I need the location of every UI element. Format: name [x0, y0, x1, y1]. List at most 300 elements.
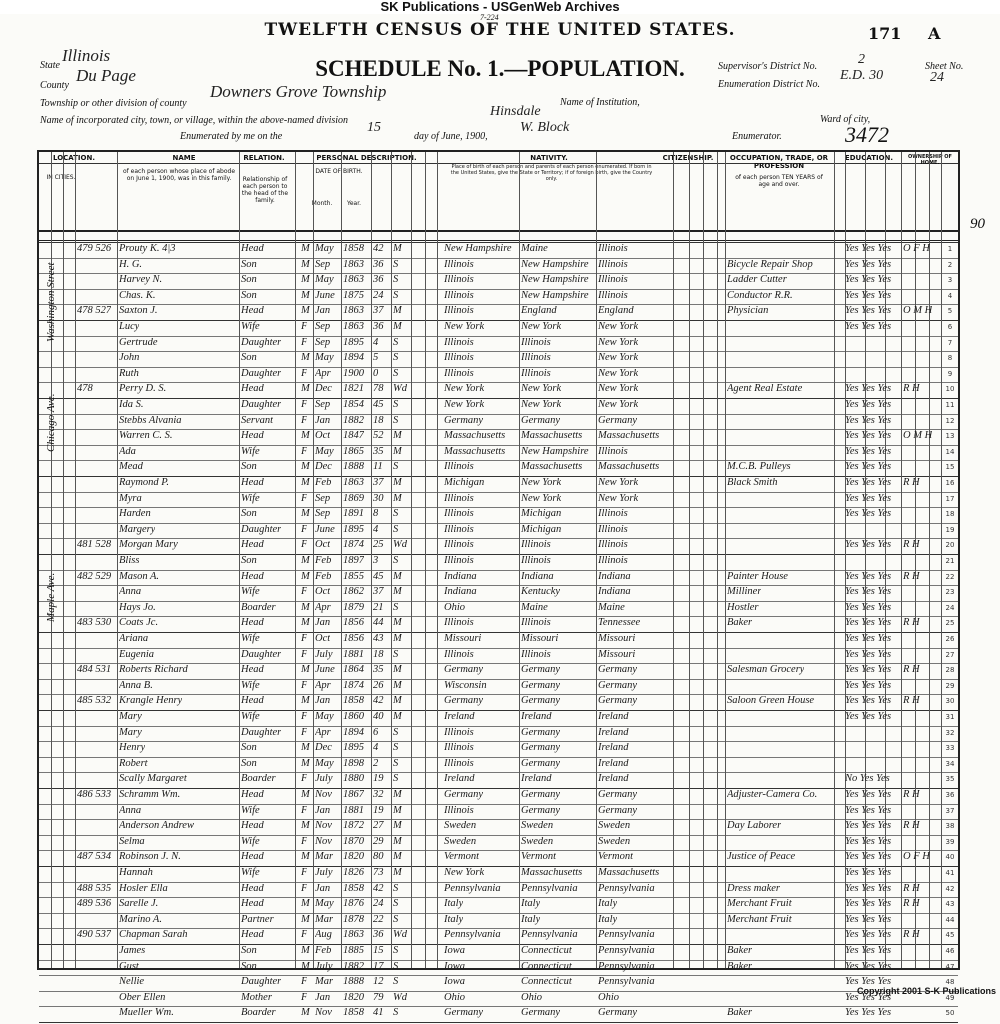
cell-ed: Yes Yes Yes	[845, 430, 892, 442]
cell-year: 1874	[343, 539, 364, 551]
col-location: LOCATION.	[52, 154, 96, 162]
cell-month: Mar	[315, 976, 334, 988]
cell-age: 37	[373, 305, 384, 317]
cell-birth: Illinois	[444, 617, 474, 629]
cell-birth: Germany	[444, 1007, 484, 1019]
cell-sex: F	[301, 804, 308, 816]
cell-age: 24	[373, 898, 384, 910]
cell-age: 78	[373, 383, 384, 395]
cell-mother: Illinois	[598, 508, 628, 520]
cell-mar: M	[393, 835, 402, 847]
cell-mother: Massachusetts	[598, 430, 660, 442]
cell-ed: Yes Yes Yes	[845, 383, 892, 395]
cell-ed: Yes Yes Yes	[845, 804, 892, 816]
cell-age: 45	[373, 399, 384, 410]
cell-age: 0	[373, 367, 379, 379]
cell-father: Sweden	[521, 835, 554, 847]
cell-sex: F	[301, 929, 308, 941]
line-number: 29	[945, 681, 955, 690]
cell-mar: S	[393, 1007, 399, 1019]
cell-birth: Illinois	[444, 757, 474, 769]
line-number: 27	[945, 650, 955, 659]
cell-year: 1885	[343, 945, 364, 956]
cell-sex: M	[301, 945, 310, 956]
cell-ed: Yes Yes Yes	[845, 929, 892, 941]
cell-year: 1863	[343, 305, 364, 317]
cell-name: Hannah	[119, 867, 153, 878]
cell-name: Anna B.	[119, 679, 153, 691]
col-education: EDUCATION.	[844, 154, 894, 162]
cell-mother: Illinois	[598, 445, 628, 457]
cell-ed: Yes Yes Yes	[845, 664, 892, 676]
cell-age: 30	[373, 492, 384, 504]
cell-rel: Head	[241, 430, 264, 442]
cell-year: 1870	[343, 835, 364, 847]
line-number: 1	[947, 245, 953, 253]
cell-sex: M	[301, 477, 310, 488]
cell-occ: Merchant Fruit	[727, 898, 792, 910]
cell-sex: F	[301, 445, 308, 457]
cell-ed: Yes Yes Yes	[845, 820, 892, 832]
cell-occ: Painter House	[727, 570, 788, 582]
cell-father: New Hampshire	[521, 289, 589, 301]
cell-year: 1895	[343, 742, 364, 754]
line-number: 14	[945, 447, 955, 456]
supervisor-number: 2	[858, 52, 865, 67]
cell-age: 32	[373, 789, 384, 800]
stamp-number: 3472	[845, 122, 889, 147]
cell-father: New York	[521, 321, 562, 332]
cell-year: 1856	[343, 633, 364, 644]
cell-father: Germany	[521, 789, 561, 800]
cell-name: Morgan Mary	[119, 539, 178, 551]
cell-father: Germany	[521, 726, 561, 738]
cell-ed: Yes Yes Yes	[845, 867, 892, 878]
line-number: 6	[947, 323, 953, 331]
cell-mother: Indiana	[598, 586, 631, 598]
cell-occ: Saloon Green House	[727, 695, 815, 707]
cell-sex: M	[301, 352, 310, 364]
cell-birth: Illinois	[444, 742, 474, 754]
cell-mar: S	[393, 773, 399, 785]
cell-mar: M	[393, 570, 402, 582]
cell-birth: Illinois	[444, 258, 474, 270]
cell-birth: Indiana	[444, 586, 477, 598]
cell-mar: M	[393, 445, 402, 457]
cell-home: R H	[903, 882, 920, 894]
cell-ed: Yes Yes Yes	[845, 1007, 892, 1019]
cell-name: Gertrude	[119, 336, 158, 348]
cell-mar: S	[393, 882, 399, 894]
cell-father: New York	[521, 492, 562, 504]
cell-rel: Head	[241, 477, 264, 488]
cell-month: Jan	[315, 695, 331, 707]
cell-home: R H	[903, 617, 920, 629]
cell-sex: M	[301, 742, 310, 754]
cell-month: June	[315, 523, 335, 535]
cell-father: Illinois	[521, 555, 551, 566]
cell-rel: Boarder	[241, 601, 276, 613]
cell-num: 488 535	[77, 882, 112, 894]
cell-home: O M H	[903, 305, 933, 317]
cell-mother: Ohio	[598, 991, 619, 1003]
cell-age: 8	[373, 508, 379, 520]
cell-birth: Illinois	[444, 555, 474, 566]
cell-sex: M	[301, 617, 310, 629]
cell-rel: Wife	[241, 445, 260, 457]
cell-year: 1864	[343, 664, 364, 676]
cell-ed: Yes Yes Yes	[845, 976, 892, 988]
cell-ed: Yes Yes Yes	[845, 633, 892, 644]
archive-banner: SK Publications - USGenWeb Archives	[0, 0, 1000, 14]
col-nativity: NATIVITY.	[530, 154, 568, 162]
cell-sex: F	[301, 414, 308, 426]
cell-month: Jan	[315, 804, 331, 816]
col-relation: RELATION.	[243, 154, 285, 162]
cell-month: Feb	[315, 945, 332, 956]
cell-sex: M	[301, 1007, 310, 1019]
cell-mar: M	[393, 430, 402, 442]
cell-year: 1878	[343, 913, 364, 925]
cell-age: 80	[373, 851, 384, 863]
line-number: 8	[947, 354, 953, 363]
cell-name: Selma	[119, 835, 145, 847]
cell-mar: S	[393, 976, 399, 988]
cell-rel: Wife	[241, 586, 260, 598]
cell-mother: Maine	[598, 601, 625, 613]
cell-ed: Yes Yes Yes	[845, 835, 892, 847]
cell-month: May	[315, 274, 334, 286]
cell-mar: M	[393, 820, 402, 832]
enumerated-label-a: Enumerated by me on the	[180, 131, 283, 142]
cell-rel: Daughter	[241, 976, 282, 988]
cell-birth: Ohio	[444, 601, 465, 613]
cell-father: Maine	[521, 243, 548, 254]
cell-name: Ida S.	[119, 399, 144, 410]
cell-occ: Justice of Peace	[727, 851, 796, 863]
cell-birth: Sweden	[444, 835, 477, 847]
line-number: 50	[945, 1009, 955, 1018]
cell-father: Germany	[521, 742, 561, 754]
cell-mar: M	[393, 617, 402, 629]
name-note: of each person whose place of abode on June 1, 1900, was in this family.	[122, 168, 236, 182]
cell-ed: Yes Yes Yes	[845, 492, 892, 504]
cell-name: Warren C. S.	[119, 430, 173, 442]
cell-month: Feb	[315, 570, 332, 582]
cell-age: 18	[373, 414, 384, 426]
cell-mar: M	[393, 851, 402, 863]
cell-mar: S	[393, 945, 399, 956]
enumeration-district-label: Enumeration District No.	[718, 79, 820, 90]
cell-rel: Head	[241, 383, 264, 395]
line-number: 4	[947, 291, 953, 300]
line-number: 17	[945, 494, 955, 503]
cell-father: New York	[521, 399, 562, 410]
cell-name: Krangle Henry	[119, 695, 183, 707]
cell-mother: Illinois	[598, 555, 628, 566]
cell-home: R H	[903, 820, 920, 832]
cell-home: R H	[903, 898, 920, 910]
cell-name: Stebbs Alvania	[119, 414, 182, 426]
cell-father: Illinois	[521, 367, 551, 379]
cell-mar: M	[393, 664, 402, 676]
cell-ed: Yes Yes Yes	[845, 601, 892, 613]
cell-year: 1895	[343, 523, 364, 535]
cell-age: 35	[373, 664, 384, 676]
cell-mar: M	[393, 243, 402, 254]
cell-sex: F	[301, 976, 308, 988]
cell-sex: M	[301, 243, 310, 254]
cell-sex: M	[301, 430, 310, 442]
cell-birth: Michigan	[444, 477, 485, 488]
cell-father: Italy	[521, 898, 541, 910]
line-number: 25	[945, 619, 955, 628]
cell-mother: Germany	[598, 664, 638, 676]
cell-ed: Yes Yes Yes	[845, 539, 892, 551]
township-value: Downers Grove Township	[210, 82, 387, 101]
institution-label: Name of Institution,	[560, 97, 640, 108]
cell-mother: Germany	[598, 804, 638, 816]
cell-rel: Head	[241, 570, 264, 582]
cell-rel: Wife	[241, 835, 260, 847]
cell-home: R H	[903, 695, 920, 707]
cell-father: New Hampshire	[521, 258, 589, 270]
cell-rel: Wife	[241, 321, 260, 332]
cell-name: Nellie	[119, 976, 145, 988]
cell-age: 27	[373, 820, 384, 832]
cell-name: Mary	[119, 726, 142, 738]
line-number: 34	[945, 759, 955, 768]
sheet-mark-number: 171	[868, 24, 902, 43]
cell-year: 1888	[343, 976, 364, 988]
cell-mar: S	[393, 757, 399, 769]
cell-mother: Pennsylvania	[598, 976, 655, 988]
cell-birth: New York	[444, 383, 485, 395]
cell-month: May	[315, 352, 334, 364]
cell-sex: M	[301, 898, 310, 910]
line-number: 31	[945, 713, 955, 721]
cell-month: Oct	[315, 539, 331, 551]
cell-rel: Son	[241, 757, 257, 769]
cell-age: 41	[373, 1007, 384, 1019]
cell-ed: Yes Yes Yes	[845, 399, 892, 410]
county-label: County	[40, 80, 69, 91]
cell-mother: Illinois	[598, 258, 628, 270]
line-number: 10	[945, 385, 955, 394]
year-note: Year.	[346, 200, 362, 207]
cell-year: 1898	[343, 757, 364, 769]
cell-father: Connecticut	[521, 960, 572, 972]
city-label: Name of incorporated city, town, or village, within the above-named division	[40, 115, 349, 126]
cell-father: Germany	[521, 679, 561, 691]
cell-mother: Ireland	[598, 773, 629, 785]
cell-home: R H	[903, 477, 920, 488]
cell-mother: Ireland	[598, 726, 629, 738]
cell-birth: Ireland	[444, 773, 475, 785]
cell-occ: Baker	[727, 1007, 753, 1019]
cell-year: 1895	[343, 336, 364, 348]
cell-month: July	[315, 960, 333, 972]
cell-name: James	[119, 945, 146, 956]
nativity-note: Place of birth of each person and parents of each person enumerated. If born in the United States, give the State or Territory; if of foreign birth, give the Country only.	[450, 164, 653, 182]
cell-year: 1888	[343, 461, 364, 473]
cell-birth: Illinois	[444, 726, 474, 738]
line-number: 38	[945, 822, 955, 831]
cell-name: Perry D. S.	[119, 383, 167, 395]
cell-mar: M	[393, 679, 402, 691]
cell-age: 2	[373, 757, 379, 769]
cell-mar: S	[393, 726, 399, 738]
relation-note: Relationship of each person to the head of the family.	[241, 176, 289, 204]
state-label: State	[40, 60, 60, 71]
cell-month: Dec	[315, 383, 332, 395]
cell-sex: F	[301, 726, 308, 738]
cell-name: Henry	[119, 742, 146, 754]
city-value: Hinsdale	[490, 104, 541, 119]
cell-age: 40	[373, 711, 384, 722]
cell-num: 485 532	[77, 695, 112, 707]
enumerated-label-b: day of June, 1900,	[414, 131, 488, 142]
cell-father: Pennsylvania	[521, 882, 578, 894]
cell-rel: Daughter	[241, 336, 282, 348]
cell-month: Nov	[315, 1007, 332, 1019]
cell-rel: Wife	[241, 711, 260, 722]
cell-month: Apr	[315, 726, 331, 738]
sheet-number: 24	[930, 70, 944, 85]
cell-year: 1821	[343, 383, 364, 395]
sheet-label: Sheet No.	[925, 61, 964, 72]
form-number: 7-224	[480, 13, 499, 22]
cities-note: IN CITIES.	[46, 174, 76, 181]
cell-father: Illinois	[521, 352, 551, 364]
cell-rel: Wife	[241, 492, 260, 504]
cell-sex: F	[301, 882, 308, 894]
cell-month: Dec	[315, 742, 332, 754]
cell-sex: F	[301, 492, 308, 504]
cell-num: 482 529	[77, 570, 112, 582]
cell-rel: Head	[241, 305, 264, 317]
cell-age: 5	[373, 352, 379, 364]
cell-sex: F	[301, 648, 308, 660]
col-citizenship: CITIZENSHIP.	[662, 154, 714, 162]
cell-age: 52	[373, 430, 384, 442]
cell-num: 478 527	[77, 305, 112, 317]
cell-mar: S	[393, 960, 399, 972]
cell-father: Missouri	[521, 633, 559, 644]
cell-birth: Germany	[444, 664, 484, 676]
cell-mar: M	[393, 477, 402, 488]
cell-father: Massachusetts	[521, 867, 583, 878]
cell-rel: Daughter	[241, 399, 282, 410]
cell-month: Nov	[315, 820, 332, 832]
cell-mar: Wd	[393, 929, 407, 941]
cell-mother: Illinois	[598, 289, 628, 301]
cell-month: Sep	[315, 321, 331, 332]
cell-name: Hays Jo.	[119, 601, 156, 613]
cell-father: Connecticut	[521, 945, 572, 956]
cell-age: 37	[373, 477, 384, 488]
cell-occ: Adjuster-Camera Co.	[727, 789, 818, 800]
cell-rel: Daughter	[241, 726, 282, 738]
cell-ed: Yes Yes Yes	[845, 648, 892, 660]
cell-rel: Son	[241, 508, 257, 520]
cell-sex: M	[301, 555, 310, 566]
cell-sex: M	[301, 789, 310, 800]
cell-age: 36	[373, 929, 384, 941]
cell-mother: Sweden	[598, 820, 631, 832]
cell-num: 479 526	[77, 243, 112, 254]
line-number: 21	[945, 557, 955, 565]
cell-ed: No Yes Yes	[845, 773, 890, 785]
cell-sex: F	[301, 679, 308, 691]
cell-rel: Son	[241, 258, 257, 270]
line-number: 47	[945, 962, 955, 971]
cell-mother: Ireland	[598, 742, 629, 754]
cell-month: May	[315, 445, 334, 457]
line-number: 26	[945, 635, 955, 643]
cell-father: Ireland	[521, 711, 552, 722]
cell-birth: Missouri	[444, 633, 482, 644]
cell-month: Jan	[315, 882, 331, 894]
cell-mar: M	[393, 867, 402, 878]
cell-occ: Merchant Fruit	[727, 913, 792, 925]
cell-birth: Illinois	[444, 336, 474, 348]
cell-home: R H	[903, 929, 920, 941]
cell-ed: Yes Yes Yes	[845, 617, 892, 629]
cell-age: 24	[373, 289, 384, 301]
cell-birth: Germany	[444, 414, 484, 426]
line-number: 2	[947, 260, 953, 269]
cell-year: 1882	[343, 960, 364, 972]
cell-age: 4	[373, 523, 379, 535]
cell-month: May	[315, 898, 334, 910]
cell-year: 1900	[343, 367, 364, 379]
cell-month: Dec	[315, 461, 332, 473]
cell-age: 3	[373, 555, 379, 566]
cell-rel: Daughter	[241, 523, 282, 535]
line-number: 16	[945, 479, 955, 487]
cell-occ: Milliner	[727, 586, 762, 598]
cell-father: Ohio	[521, 991, 542, 1003]
cell-sex: M	[301, 383, 310, 395]
cell-father: New York	[521, 477, 562, 488]
cell-birth: New York	[444, 321, 485, 332]
cell-mar: M	[393, 305, 402, 317]
cell-mother: Sweden	[598, 835, 631, 847]
cell-father: New Hampshire	[521, 274, 589, 286]
cell-rel: Daughter	[241, 648, 282, 660]
cell-mar: S	[393, 913, 399, 925]
cell-occ: Baker	[727, 960, 753, 972]
enumerator-name: W. Block	[520, 120, 570, 135]
cell-occ: Baker	[727, 617, 753, 629]
cell-sex: F	[301, 586, 308, 598]
cell-mar: S	[393, 352, 399, 364]
cell-name: Mead	[119, 461, 143, 473]
cell-mar: M	[393, 492, 402, 504]
cell-occ: Salesman Grocery	[727, 664, 805, 676]
cell-ed: Yes Yes Yes	[845, 477, 892, 488]
cell-name: Anna	[119, 804, 142, 816]
cell-sex: M	[301, 664, 310, 676]
cell-sex: M	[301, 258, 310, 270]
cell-mother: Pennsylvania	[598, 945, 655, 956]
cell-month: May	[315, 243, 334, 254]
cell-mar: S	[393, 898, 399, 910]
cell-year: 1862	[343, 586, 364, 598]
cell-mother: New York	[598, 399, 639, 410]
cell-ed: Yes Yes Yes	[845, 586, 892, 598]
